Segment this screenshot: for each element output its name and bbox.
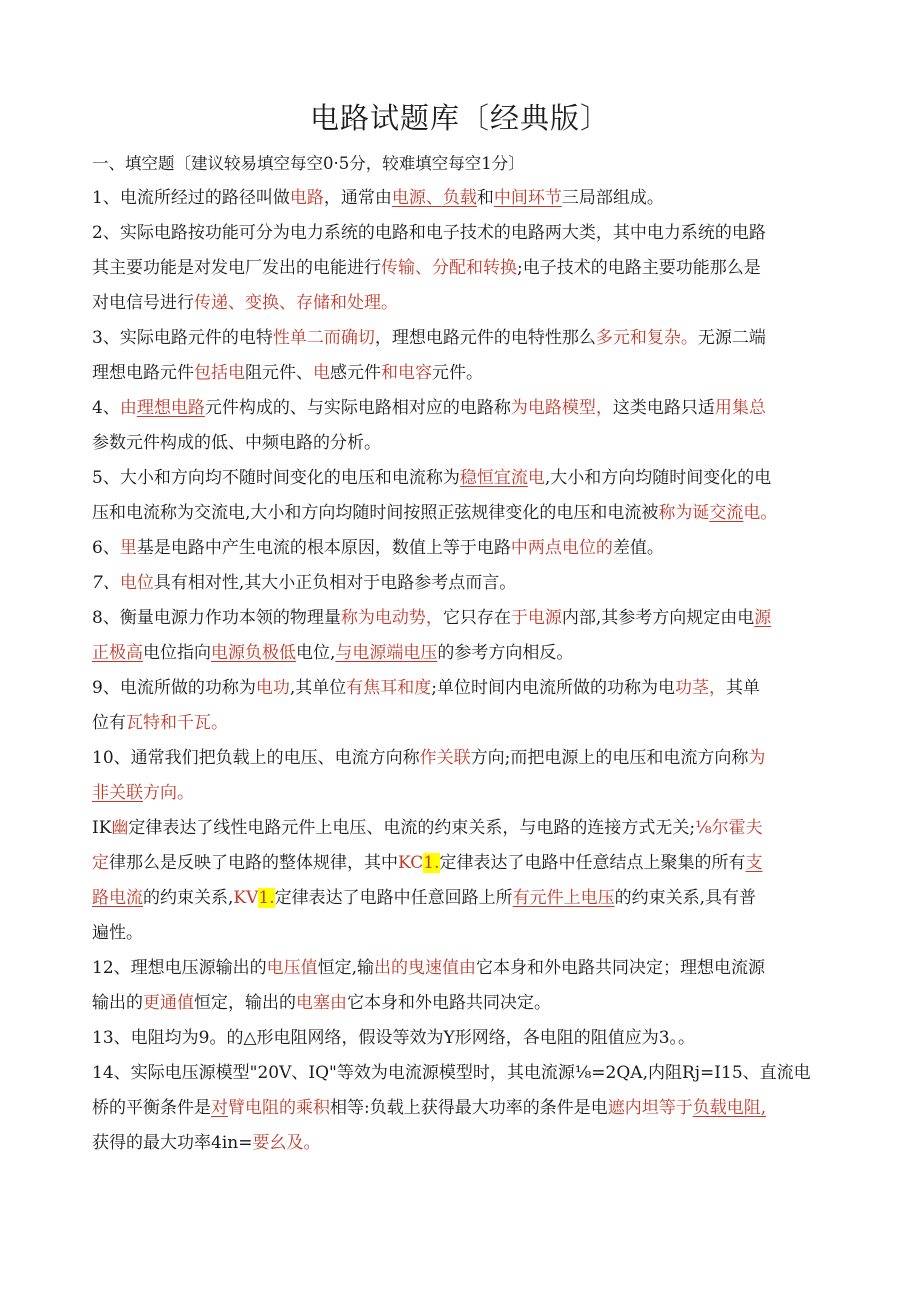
question-14-line-1: 14、实际电压源模型"20V、IQ"等效为电流源模型时，其电流源⅛=2QA,内阻Rj=I15、直流电 (92, 1063, 811, 1083)
q9-text: 9、电流所做的功称为 (92, 678, 256, 698)
q12-text: 输出的 (92, 993, 143, 1013)
question-10-line-2 (92, 776, 830, 811)
q6-answer: 中两点电位的 (510, 538, 613, 558)
q4-answer: 为电路模型， (510, 398, 613, 418)
question-4-line-2: 参数元件构成的低、中频电路的分析。 (92, 433, 381, 453)
question-9-line-2 (92, 706, 830, 741)
q5-text: 压和电流称为交流电,大小和方向均随时间按照正弦规律变化的电压和电流被 (92, 503, 659, 523)
q6-text: 6、 (92, 538, 120, 558)
q4-text: 这类电路只适 (612, 398, 715, 418)
q4-text: 元件构成的、与实际电路相对应的电路称 (204, 398, 511, 418)
q1-text: 和 (476, 188, 494, 208)
q3-text: 元件。 (432, 363, 483, 383)
q5-text: 5、大小和方向均不随时间变化的电压和电流称为 (92, 468, 460, 488)
q15-answer: 负载电阻, (692, 1098, 767, 1118)
q2-text: 其主要功能是对发电厂发出的电能进行 (92, 258, 381, 278)
q12-answer: 电压值 (266, 958, 318, 978)
q11-answer: 幽 (111, 818, 129, 838)
q8-text: 8、衡量电源力作功本领的物理量 (92, 608, 341, 628)
q2-answer: 传递、变换、存储和处理。 (194, 293, 398, 313)
q9-text: ;单位时间内电流所做的功称为电 (431, 678, 675, 698)
q9-text: ,其单位 (289, 678, 347, 698)
question-2-line-2 (92, 251, 830, 286)
q4-answer: 用集总 (714, 398, 766, 418)
q7-text: 7、 (92, 573, 120, 593)
q11-answer: 有元件上电压 (512, 888, 615, 908)
q11-answer: KC (398, 853, 424, 873)
q12-answer: 更通值 (143, 993, 194, 1013)
q4-answer: 由 (119, 398, 137, 418)
question-9-line-1 (92, 671, 830, 706)
question-5-line-2 (92, 496, 830, 531)
question-8-line-1 (92, 601, 830, 636)
q11-text: 定律表达了电路中任意结点上聚集的所有 (439, 853, 746, 873)
q11-answer: 定 (92, 853, 109, 873)
section-heading: 一、填空题〔建议较易填空每空0·5分，较难填空每空1分〕 (92, 154, 525, 173)
q7-answer: 电位 (119, 573, 154, 593)
q5-answer: 电 (527, 468, 545, 488)
question-12-line-1 (92, 951, 830, 986)
q5-answer: 称为诞 (658, 503, 710, 523)
q8-text: 内部,其参考方向规定由电 (561, 608, 755, 628)
q8-answer: 电源负极低 (211, 643, 296, 663)
q12-text: 12、理想电压源输出的 (92, 958, 267, 978)
q4-text: 4、 (92, 398, 120, 418)
question-5-line-1 (92, 461, 830, 496)
q5-text: ,大小和方向均随时间变化的电 (544, 468, 772, 488)
q2-text: ;电子技术的电路主要功能那么是 (517, 258, 761, 278)
q12-text: 它本身和外电路共同决定；理想电流源 (476, 958, 766, 978)
q5-answer: 电。 (743, 503, 778, 523)
q15-answer: 臂电阻的乘积 (228, 1098, 330, 1118)
q9-answer: 电功 (255, 678, 290, 698)
q11-text: 定律表达了线性电路元件上电压、电流的约束关系，与电路的连接方式无关; (128, 818, 696, 838)
q8-text: 它只存在 (442, 608, 511, 628)
question-12-line-2 (92, 986, 830, 1021)
q6-answer: 里 (119, 538, 137, 558)
q15-answer: 要幺及。 (252, 1133, 321, 1153)
q10-answer: 方向。 (143, 783, 194, 803)
q3-answer: 电 (313, 363, 330, 383)
question-15-line-3 (92, 1126, 830, 1161)
q5-answer: 稳恒宜流 (459, 468, 528, 488)
q1-text: 1、电流所经过的路径叫做 (92, 188, 290, 208)
q2-answer: 传输、分配和转换 (381, 258, 517, 278)
q3-answer: 包括电 (194, 363, 245, 383)
q6-text: 差值。 (612, 538, 664, 558)
q10-answer: 非关联 (92, 783, 143, 803)
q9-text: 其单 (725, 678, 760, 698)
question-8-line-2 (92, 636, 830, 671)
q15-text: 获得的最大功率4in= (92, 1133, 253, 1153)
q11-text: 定律表达了电路中任意回路上所 (274, 888, 513, 908)
q3-text: 感元件 (330, 363, 381, 383)
page-title: 电路试题库〔经典版〕 (309, 101, 610, 135)
q11-text: 的约束关系,具有普 (614, 888, 757, 908)
q15-answer: 对 (211, 1098, 228, 1118)
q3-text: 3、实际电路元件的电特 (92, 328, 273, 348)
q3-answer: 和电容 (381, 363, 432, 383)
q15-text: 桥的平衡条件是 (92, 1098, 211, 1118)
q1-text: 三局部组成。 (561, 188, 664, 208)
q11-answer: ⅛尔霍夫 (695, 818, 763, 838)
q11-text: 律那么是反映了电路的整体规律，其中 (109, 853, 398, 873)
q11-text: IK (92, 818, 112, 838)
q3-text: 理想电路元件 (92, 363, 194, 383)
q11-answer: 路电流 (92, 888, 143, 908)
q10-answer: 作关联 (419, 748, 471, 768)
question-11-line-2 (92, 846, 830, 881)
q9-answer: 功茎， (674, 678, 726, 698)
question-7 (92, 566, 830, 601)
question-3-line-1 (92, 321, 830, 356)
q3-text: ，理想电路元件的电特性那么 (374, 328, 596, 348)
q5-answer: 交流 (709, 503, 744, 523)
q8-text: 电位指向 (143, 643, 211, 663)
q9-text: 位有 (92, 713, 126, 733)
q6-text: 基是电路中产生电流的根本原因，数值上等于电路 (136, 538, 511, 558)
question-13: 13、电阻均为9。的△形电阻网络，假设等效为Y形网络，各电阻的阻值应为3。。 (92, 1028, 696, 1048)
question-15-line-2 (92, 1091, 830, 1126)
q7-text: 具有相对性,其大小正负相对于电路参考点而言。 (153, 573, 517, 593)
q15-answer: 遮内坦 (607, 1098, 659, 1118)
question-4-line-1 (92, 391, 830, 426)
q8-answer: 源 (754, 608, 772, 628)
q1-text: ，通常由 (323, 188, 392, 208)
question-2-line-3 (92, 286, 830, 321)
q12-text: 恒定,输 (317, 958, 375, 978)
question-11-line-4: 遍性。 (92, 923, 143, 943)
q11-text: 的约束关系, (143, 888, 234, 908)
highlight-mark: 1. (423, 853, 440, 873)
q8-answer: 于电源 (510, 608, 562, 628)
q12-text: 恒定，输出的 (194, 993, 296, 1013)
q10-answer: 为 (748, 748, 766, 768)
q12-text: 它本身和外电路共同决定。 (347, 993, 551, 1013)
question-10-line-1 (92, 741, 830, 776)
q9-answer: 瓦特和千瓦。 (126, 713, 228, 733)
question-3-line-2 (92, 356, 830, 391)
q4-answer: 理想电路 (136, 398, 205, 418)
q8-answer: 称为电动势， (340, 608, 443, 628)
q9-answer: 有焦耳和度 (346, 678, 432, 698)
highlight-mark: 1. (258, 888, 275, 908)
question-list (92, 146, 830, 1161)
q11-answer: 支 (745, 853, 763, 873)
q3-answer: 性单二而确切 (272, 328, 375, 348)
q8-text: 的参考方向相反。 (437, 643, 574, 663)
question-11-line-3 (92, 881, 830, 916)
q15-text: 相等:负载上获得最大功率的条件是电 (330, 1098, 608, 1118)
q3-text: 无源二端 (697, 328, 766, 348)
q1-answer: 电源、负载 (391, 188, 477, 208)
q1-answer: 电路 (289, 188, 324, 208)
q10-text: 方向;而把电源上的电压和电流方向称 (470, 748, 749, 768)
q8-answer: 正极高 (92, 643, 143, 663)
question-1 (92, 181, 830, 216)
q15-answer: 等于 (658, 1098, 693, 1118)
q3-answer: 多元和复杂。 (595, 328, 698, 348)
question-11-line-1 (92, 811, 830, 846)
q10-text: 10、通常我们把负载上的电压、电流方向称 (92, 748, 420, 768)
q3-text: 阻元件、 (245, 363, 313, 383)
question-6 (92, 531, 830, 566)
q12-answer: 电塞由 (296, 993, 347, 1013)
q1-answer: 中间环节 (493, 188, 562, 208)
q11-answer: KV (233, 888, 259, 908)
q8-text: 电位, (296, 643, 336, 663)
question-2-line-1: 2、实际电路按功能可分为电力系统的电路和电子技术的电路两大类，其中电力系统的电路 (92, 223, 766, 243)
q2-text: 对电信号进行 (92, 293, 194, 313)
q12-answer: 出的曳速值由 (374, 958, 477, 978)
q8-answer: 与电源端电压 (335, 643, 438, 663)
